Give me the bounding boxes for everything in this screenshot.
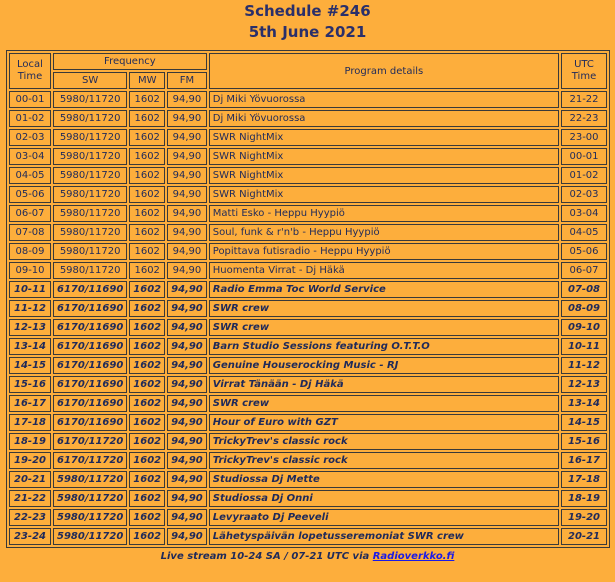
cell-program: Huomenta Virrat - Dj Häkä: [209, 262, 559, 279]
cell-mw: 1602: [129, 167, 165, 184]
schedule-title: Schedule #246: [244, 2, 371, 20]
cell-local-time: 20-21: [9, 471, 51, 488]
cell-utc-time: 01-02: [561, 167, 607, 184]
table-row: [9, 414, 607, 431]
header-utc-time: [561, 53, 607, 89]
cell-program: Matti Esko - Heppu Hyypiö: [209, 205, 559, 222]
cell-program: Studiossa Dj Onni: [209, 490, 559, 507]
cell-fm: 94,90: [167, 490, 207, 507]
cell-sw: 6170/11690: [53, 319, 127, 336]
cell-utc-time: 23-00: [561, 129, 607, 146]
table-row: [9, 376, 607, 393]
cell-fm: 94,90: [167, 243, 207, 260]
cell-utc-time: 15-16: [561, 433, 607, 450]
cell-mw: 1602: [129, 243, 165, 260]
cell-local-time: 11-12: [9, 300, 51, 317]
cell-program: Virrat Tänään - Dj Häkä: [209, 376, 559, 393]
cell-sw: 6170/11690: [53, 414, 127, 431]
table-row: [9, 490, 607, 507]
cell-fm: 94,90: [167, 110, 207, 127]
cell-local-time: 21-22: [9, 490, 51, 507]
cell-local-time: 23-24: [9, 528, 51, 545]
page-header: [0, 2, 615, 42]
cell-program: TrickyTrev's classic rock: [209, 452, 559, 469]
cell-mw: 1602: [129, 148, 165, 165]
cell-utc-time: 00-01: [561, 148, 607, 165]
cell-mw: 1602: [129, 471, 165, 488]
table-row: [9, 129, 607, 146]
cell-program: Hour of Euro with GZT: [209, 414, 559, 431]
cell-program: Genuine Houserocking Music - RJ: [209, 357, 559, 374]
cell-utc-time: 22-23: [561, 110, 607, 127]
cell-utc-time: 10-11: [561, 338, 607, 355]
cell-sw: 6170/11720: [53, 433, 127, 450]
table-row: [9, 300, 607, 317]
cell-sw: 5980/11720: [53, 129, 127, 146]
cell-fm: 94,90: [167, 357, 207, 374]
table-row: [9, 357, 607, 374]
table-row: [9, 452, 607, 469]
cell-local-time: 04-05: [9, 167, 51, 184]
cell-sw: 5980/11720: [53, 110, 127, 127]
cell-fm: 94,90: [167, 509, 207, 526]
cell-fm: 94,90: [167, 205, 207, 222]
cell-mw: 1602: [129, 509, 165, 526]
cell-utc-time: 14-15: [561, 414, 607, 431]
cell-sw: 5980/11720: [53, 528, 127, 545]
cell-fm: 94,90: [167, 148, 207, 165]
cell-sw: 5980/11720: [53, 167, 127, 184]
cell-fm: 94,90: [167, 471, 207, 488]
cell-fm: 94,90: [167, 167, 207, 184]
cell-utc-time: 04-05: [561, 224, 607, 241]
cell-mw: 1602: [129, 224, 165, 241]
schedule-table: [6, 50, 610, 548]
cell-utc-time: 12-13: [561, 376, 607, 393]
cell-program: SWR NightMix: [209, 186, 559, 203]
table-row: [9, 433, 607, 450]
table-row: [9, 148, 607, 165]
table-row: [9, 528, 607, 545]
table-row: [9, 167, 607, 184]
table-row: [9, 186, 607, 203]
cell-sw: 5980/11720: [53, 224, 127, 241]
cell-mw: 1602: [129, 452, 165, 469]
cell-local-time: 19-20: [9, 452, 51, 469]
radioverkko-link[interactable]: Radioverkko.fi: [372, 551, 455, 562]
cell-fm: 94,90: [167, 376, 207, 393]
cell-program: Lähetyspäivän lopetusseremoniat SWR crew: [209, 528, 559, 545]
cell-program: SWR crew: [209, 319, 559, 336]
cell-mw: 1602: [129, 319, 165, 336]
cell-sw: 6170/11690: [53, 300, 127, 317]
cell-mw: 1602: [129, 129, 165, 146]
cell-sw: 5980/11720: [53, 490, 127, 507]
cell-sw: 6170/11690: [53, 395, 127, 412]
cell-local-time: 18-19: [9, 433, 51, 450]
cell-sw: 5980/11720: [53, 262, 127, 279]
footer: [0, 551, 615, 562]
schedule-date: 5th June 2021: [248, 23, 367, 41]
cell-local-time: 22-23: [9, 509, 51, 526]
cell-mw: 1602: [129, 338, 165, 355]
cell-mw: 1602: [129, 433, 165, 450]
header-local-time-label: Local Time: [17, 58, 43, 82]
cell-program: SWR crew: [209, 395, 559, 412]
cell-program: Studiossa Dj Mette: [209, 471, 559, 488]
cell-utc-time: 05-06: [561, 243, 607, 260]
cell-mw: 1602: [129, 357, 165, 374]
table-row: [9, 509, 607, 526]
cell-sw: 5980/11720: [53, 91, 127, 108]
table-row: [9, 395, 607, 412]
cell-fm: 94,90: [167, 395, 207, 412]
cell-sw: 5980/11720: [53, 205, 127, 222]
cell-fm: 94,90: [167, 224, 207, 241]
table-row: [9, 281, 607, 298]
table-body: [9, 91, 607, 545]
cell-local-time: 15-16: [9, 376, 51, 393]
cell-program: SWR NightMix: [209, 129, 559, 146]
table-header: [9, 53, 607, 89]
cell-mw: 1602: [129, 262, 165, 279]
cell-local-time: 06-07: [9, 205, 51, 222]
cell-local-time: 09-10: [9, 262, 51, 279]
cell-utc-time: 08-09: [561, 300, 607, 317]
table-row: [9, 205, 607, 222]
cell-local-time: 08-09: [9, 243, 51, 260]
header-fm: FM: [167, 72, 207, 89]
cell-program: SWR crew: [209, 300, 559, 317]
cell-local-time: 14-15: [9, 357, 51, 374]
table-row: [9, 262, 607, 279]
table-row: [9, 224, 607, 241]
cell-program: SWR NightMix: [209, 148, 559, 165]
cell-mw: 1602: [129, 376, 165, 393]
cell-fm: 94,90: [167, 338, 207, 355]
cell-fm: 94,90: [167, 186, 207, 203]
header-sw: SW: [53, 72, 127, 89]
cell-utc-time: 13-14: [561, 395, 607, 412]
cell-local-time: 12-13: [9, 319, 51, 336]
cell-program: Dj Miki Yövuorossa: [209, 110, 559, 127]
cell-program: Soul, funk & r'n'b - Heppu Hyypiö: [209, 224, 559, 241]
table-row: [9, 110, 607, 127]
cell-mw: 1602: [129, 281, 165, 298]
cell-utc-time: 06-07: [561, 262, 607, 279]
cell-local-time: 02-03: [9, 129, 51, 146]
cell-sw: 6170/11690: [53, 281, 127, 298]
cell-local-time: 05-06: [9, 186, 51, 203]
cell-program: Levyraato Dj Peeveli: [209, 509, 559, 526]
cell-fm: 94,90: [167, 452, 207, 469]
header-program-details: Program details: [209, 53, 559, 89]
cell-sw: 6170/11690: [53, 338, 127, 355]
cell-fm: 94,90: [167, 319, 207, 336]
cell-sw: 5980/11720: [53, 243, 127, 260]
header-row-1: [9, 53, 607, 70]
cell-local-time: 17-18: [9, 414, 51, 431]
cell-mw: 1602: [129, 91, 165, 108]
cell-mw: 1602: [129, 414, 165, 431]
cell-mw: 1602: [129, 528, 165, 545]
cell-fm: 94,90: [167, 414, 207, 431]
cell-local-time: 00-01: [9, 91, 51, 108]
cell-program: Barn Studio Sessions featuring O.T.T.O: [209, 338, 559, 355]
cell-program: SWR NightMix: [209, 167, 559, 184]
cell-local-time: 01-02: [9, 110, 51, 127]
cell-local-time: 10-11: [9, 281, 51, 298]
cell-utc-time: 18-19: [561, 490, 607, 507]
cell-utc-time: 07-08: [561, 281, 607, 298]
table-row: [9, 243, 607, 260]
table-row: [9, 319, 607, 336]
cell-utc-time: 21-22: [561, 91, 607, 108]
cell-utc-time: 03-04: [561, 205, 607, 222]
cell-utc-time: 02-03: [561, 186, 607, 203]
table-row: [9, 91, 607, 108]
cell-utc-time: 16-17: [561, 452, 607, 469]
cell-fm: 94,90: [167, 300, 207, 317]
cell-program: TrickyTrev's classic rock: [209, 433, 559, 450]
cell-sw: 6170/11690: [53, 376, 127, 393]
table-row: [9, 471, 607, 488]
cell-sw: 6170/11720: [53, 452, 127, 469]
cell-local-time: 03-04: [9, 148, 51, 165]
cell-fm: 94,90: [167, 262, 207, 279]
cell-mw: 1602: [129, 205, 165, 222]
cell-sw: 5980/11720: [53, 186, 127, 203]
cell-sw: 6170/11690: [53, 357, 127, 374]
header-mw: MW: [129, 72, 165, 89]
cell-sw: 5980/11720: [53, 509, 127, 526]
cell-program: Dj Miki Yövuorossa: [209, 91, 559, 108]
cell-sw: 5980/11720: [53, 148, 127, 165]
header-local-time: [9, 53, 51, 89]
cell-fm: 94,90: [167, 528, 207, 545]
cell-mw: 1602: [129, 110, 165, 127]
cell-utc-time: 19-20: [561, 509, 607, 526]
cell-fm: 94,90: [167, 129, 207, 146]
footer-text: Live stream 10-24 SA / 07-21 UTC via: [160, 551, 373, 562]
cell-utc-time: 09-10: [561, 319, 607, 336]
header-frequency: Frequency: [53, 53, 207, 70]
cell-fm: 94,90: [167, 281, 207, 298]
cell-fm: 94,90: [167, 91, 207, 108]
cell-mw: 1602: [129, 395, 165, 412]
table-row: [9, 338, 607, 355]
cell-local-time: 16-17: [9, 395, 51, 412]
cell-mw: 1602: [129, 300, 165, 317]
cell-mw: 1602: [129, 186, 165, 203]
cell-program: Popittava futisradio - Heppu Hyypiö: [209, 243, 559, 260]
cell-mw: 1602: [129, 490, 165, 507]
cell-program: Radio Emma Toc World Service: [209, 281, 559, 298]
cell-utc-time: 17-18: [561, 471, 607, 488]
cell-sw: 5980/11720: [53, 471, 127, 488]
cell-local-time: 07-08: [9, 224, 51, 241]
cell-local-time: 13-14: [9, 338, 51, 355]
cell-utc-time: 20-21: [561, 528, 607, 545]
cell-utc-time: 11-12: [561, 357, 607, 374]
header-utc-time-label: UTC Time: [571, 58, 597, 82]
cell-fm: 94,90: [167, 433, 207, 450]
